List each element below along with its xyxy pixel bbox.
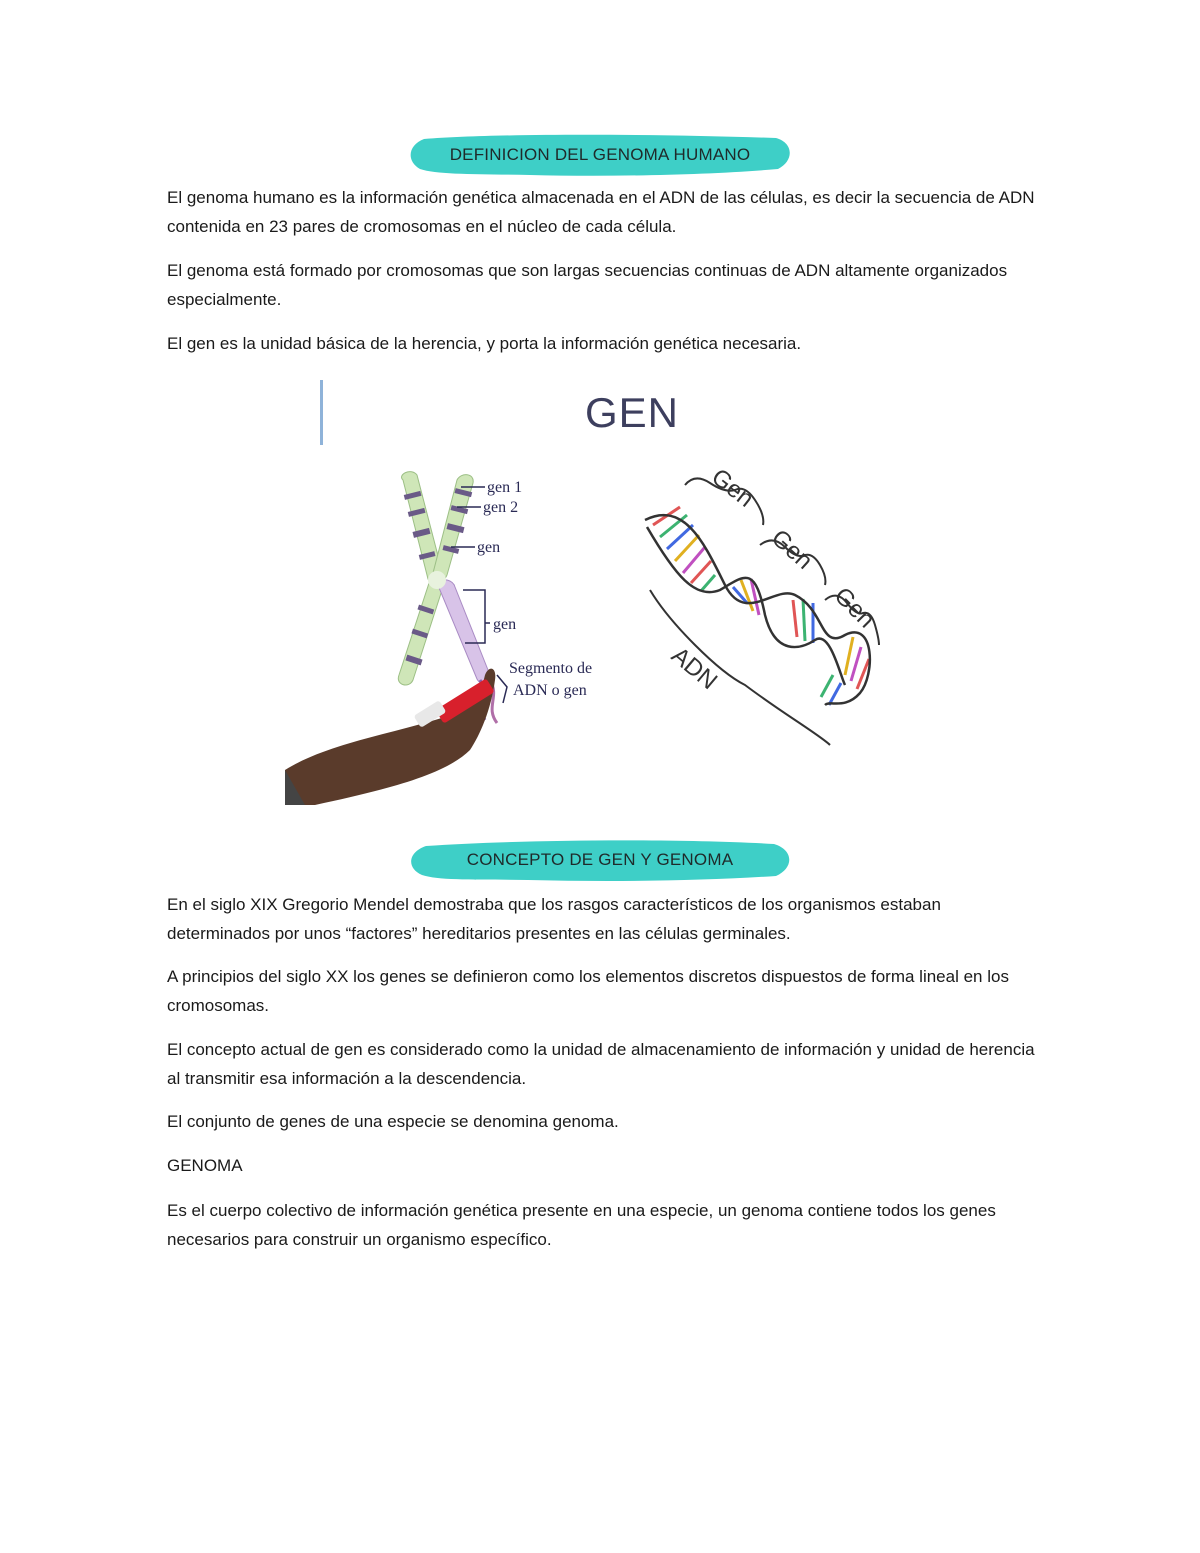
paragraph: El genoma humano es la información genética almacenada en el ADN de las células, es decir la secuencia de ADN contenida en 23 pares de cromosomas en el núcleo de cada célula. [167, 188, 1035, 236]
section-2-heading-banner [410, 836, 790, 884]
section-1-heading-banner [410, 131, 790, 179]
section-2-heading: CONCEPTO DE GEN Y GENOMA [466, 850, 734, 869]
chromosome-label: gen 2 [483, 499, 519, 516]
dna-label: ADN [666, 641, 723, 696]
figure-title: GEN [585, 389, 680, 436]
chromosome-label: ADN o gen [513, 682, 587, 699]
gene-illustration [285, 375, 905, 805]
chromosome-label: gen 1 [487, 479, 523, 496]
paragraph: Es el cuerpo colectivo de información genética presente en una especie, un genoma contiene todos los genes necesarios para construir un organismo específico. [167, 1201, 996, 1249]
dna-label: Gen [765, 524, 818, 575]
paragraph: El gen es la unidad básica de la herencia, y porta la información genética necesaria. [167, 334, 802, 353]
subheading: GENOMA [167, 1156, 243, 1175]
chromosome-label: gen [493, 616, 517, 633]
paragraph: El conjunto de genes de una especie se denomina genoma. [167, 1112, 619, 1131]
section-1-heading: DEFINICION DEL GENOMA HUMANO [449, 145, 751, 164]
paragraph: A principios del siglo XX los genes se definieron como los elementos discretos dispuestos de forma lineal en los cromosomas. [167, 967, 1009, 1015]
chromosome-label: Segmento de [509, 660, 593, 677]
paragraph: En el siglo XIX Gregorio Mendel demostraba que los rasgos característicos de los organismos estaban determinados por unos “factores” hereditarios presentes en las células germinales. [167, 895, 941, 943]
chromosome-label: gen [477, 539, 501, 556]
dna-label: Gen [828, 582, 880, 634]
chromosome-icon [285, 472, 497, 805]
paragraph: El concepto actual de gen es considerado como la unidad de almacenamiento de información y unidad de herencia al transmitir esa información a la descendencia. [167, 1040, 1035, 1088]
figure-divider-line [320, 380, 323, 445]
paragraph: El genoma está formado por cromosomas que son largas secuencias continuas de ADN altamente organizados especialmente. [167, 261, 1008, 309]
dna-label: Gen [706, 463, 759, 513]
gene-figure [285, 375, 905, 805]
